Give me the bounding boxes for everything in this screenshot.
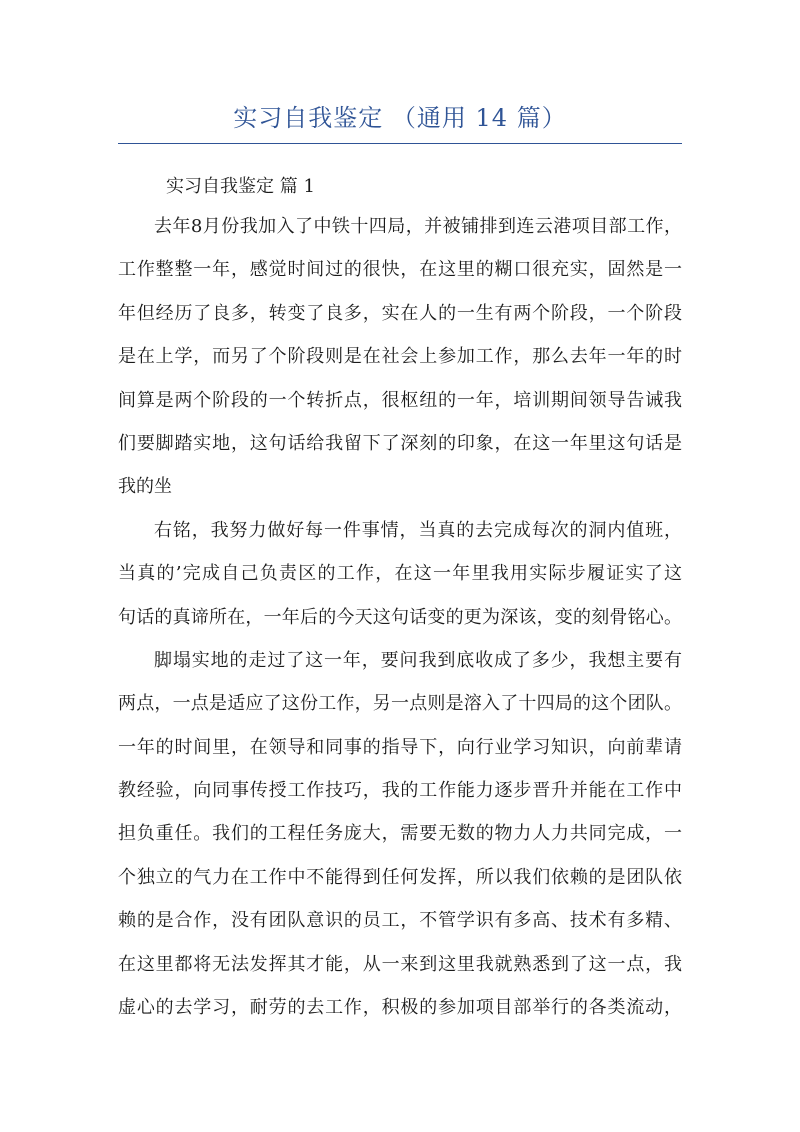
- text-line: 个独立的气力在工作中不能得到任何发挥，所以我们依赖的是团队依: [118, 866, 682, 888]
- text-line: 赖的是合作，没有团队意识的员工，不管学识有多高、技术有多精、: [118, 910, 682, 932]
- text-line: 年但经历了良多，转变了良多，实在人的一生有两个阶段，一个阶段: [118, 302, 682, 324]
- body-text: [118, 205, 682, 1029]
- text-line: 是在上学，而另了个阶段则是在社会上参加工作，那么去年一年的时: [118, 346, 682, 368]
- text-line: 当真的’完成自己负责区的工作，在这一年里我用实际步履证实了这: [118, 563, 682, 585]
- text-line: 两点，一点是适应了这份工作，另一点则是溶入了十四局的这个团队。: [118, 693, 682, 715]
- document-title: 实习自我鉴定 （通用 14 篇）: [233, 104, 567, 132]
- text-line: 脚塌实地的走过了这一年，要问我到底收成了多少，我想主要有: [154, 649, 682, 671]
- text-line: 在这里都将无法发挥其才能，从一来到这里我就熟悉到了这一点，我: [118, 953, 682, 975]
- text-line: 句话的真谛所在，一年后的今天这句话变的更为深该，变的刻骨铭心。: [118, 606, 682, 628]
- text-line: 去年8月份我加入了中铁十四局，并被铺排到连云港项目部工作，: [154, 216, 682, 237]
- text-line: 一年的时间里，在领导和同事的指导下，向行业学习知识，向前辈请: [118, 736, 682, 758]
- text-line: 工作整整一年，感觉时间过的很快，在这里的糊口很充实，固然是一: [118, 259, 682, 281]
- text-line: 右铭，我努力做好每一件事情，当真的去完成每次的洞内值班，: [154, 519, 682, 541]
- section-heading: 实习自我鉴定 篇 1: [166, 176, 315, 197]
- text-line: 担负重任。我们的工程任务庞大，需要无数的物力人力共同完成，一: [118, 823, 682, 845]
- text-line: 教经验，向同事传授工作技巧，我的工作能力逐步晋升并能在工作中: [118, 780, 682, 802]
- title-underline: [118, 143, 682, 144]
- text-line: 们要脚踏实地，这句话给我留下了深刻的印象，在这一年里这句话是: [118, 432, 682, 454]
- text-line: 间算是两个阶段的一个转折点，很枢纽的一年，培训期间领导告诫我: [118, 389, 682, 411]
- text-line: 虚心的去学习，耐劳的去工作，积极的参加项目部举行的各类流动，: [118, 997, 682, 1019]
- text-line: 我的坐: [118, 476, 172, 498]
